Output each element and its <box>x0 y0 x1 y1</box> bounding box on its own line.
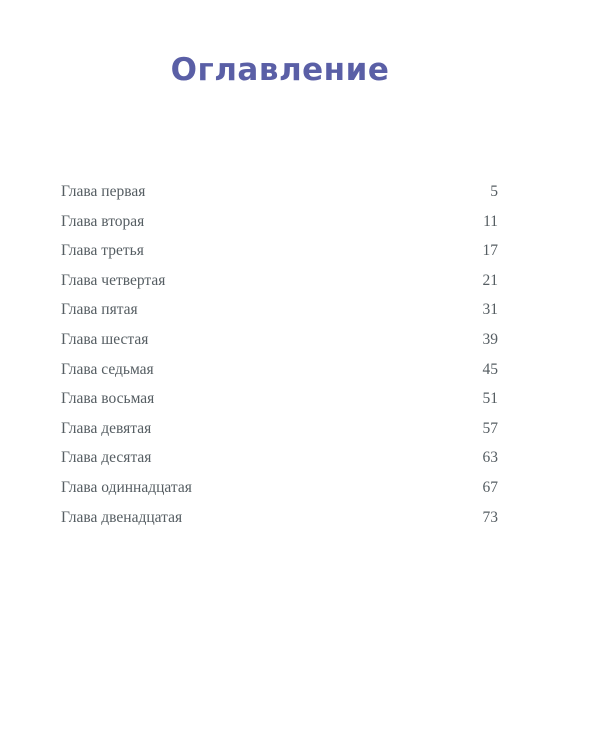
toc-page-number: 39 <box>482 330 498 348</box>
page-title: Оглавление <box>170 52 390 88</box>
toc-page-number: 21 <box>482 271 498 289</box>
toc-entry[interactable] <box>61 420 498 450</box>
toc-page-number: 51 <box>482 390 498 408</box>
toc-page-number: 5 <box>490 183 498 200</box>
toc-entry[interactable] <box>61 509 498 539</box>
toc-chapter-title: Глава одиннадцатая <box>61 478 192 496</box>
toc-entry[interactable] <box>61 479 498 509</box>
toc-chapter-title: Глава шестая <box>61 330 149 348</box>
toc-chapter-title: Глава десятая <box>61 449 152 467</box>
toc-chapter-title: Глава вторая <box>61 212 145 230</box>
table-of-contents <box>61 183 498 538</box>
toc-page-number: 31 <box>482 301 498 319</box>
toc-chapter-title: Глава третья <box>61 242 144 260</box>
toc-page-number: 17 <box>482 242 498 260</box>
toc-entry[interactable] <box>61 331 498 361</box>
toc-entry[interactable] <box>61 449 498 479</box>
toc-page-number: 63 <box>482 449 498 467</box>
toc-chapter-title: Глава первая <box>61 183 146 200</box>
toc-chapter-title: Глава седьмая <box>61 360 154 378</box>
toc-entry[interactable] <box>61 361 498 391</box>
toc-page-number: 45 <box>482 360 498 378</box>
toc-entry[interactable] <box>61 183 498 213</box>
toc-entry[interactable] <box>61 390 498 420</box>
toc-chapter-title: Глава девятая <box>61 419 152 437</box>
toc-page-number: 67 <box>482 478 498 496</box>
toc-chapter-title: Глава двенадцатая <box>61 508 183 526</box>
toc-page-number: 57 <box>482 419 498 437</box>
toc-chapter-title: Глава четвертая <box>61 271 166 289</box>
toc-chapter-title: Глава восьмая <box>61 390 155 408</box>
toc-entry[interactable] <box>61 242 498 272</box>
toc-page-number: 11 <box>483 212 498 230</box>
toc-entry[interactable] <box>61 272 498 302</box>
toc-entry[interactable] <box>61 301 498 331</box>
toc-chapter-title: Глава пятая <box>61 301 138 319</box>
toc-page-number: 73 <box>482 508 498 526</box>
toc-entry[interactable] <box>61 213 498 243</box>
